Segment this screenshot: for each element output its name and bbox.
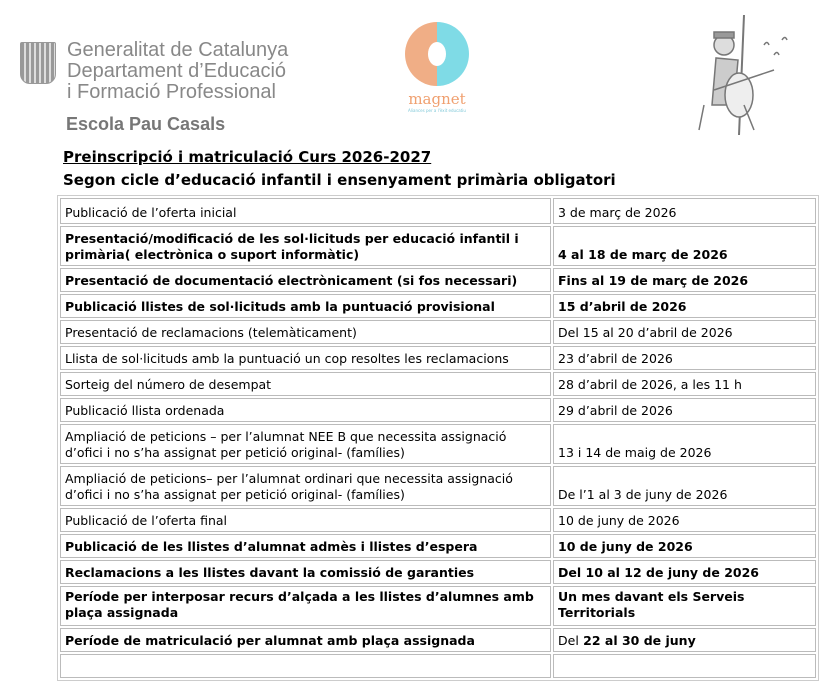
page-title: Preinscripció i matriculació Curs 2026-2027 — [63, 148, 432, 166]
table-row — [60, 268, 816, 292]
table-row — [60, 372, 816, 396]
calendar-table — [57, 195, 819, 681]
row-date-empty — [553, 654, 816, 678]
row-date: 28 d’abril de 2026, a les 11 h — [553, 372, 816, 396]
row-item: Publicació de l’oferta inicial — [60, 198, 551, 224]
row-item-empty — [60, 654, 551, 678]
row-date: 13 i 14 de maig de 2026 — [553, 424, 816, 464]
table-row — [60, 198, 816, 224]
table-row — [60, 320, 816, 344]
table-row — [60, 628, 816, 652]
magnet-subtitle: Aliances per a l'èxit educatiu — [408, 108, 466, 113]
row-item: Període de matriculació per alumnat amb plaça assignada — [60, 628, 551, 652]
table-row — [60, 346, 816, 370]
row-item: Període per interposar recurs d’alçada a les llistes d’alumnes amb plaça assignada — [60, 586, 551, 626]
row-item: Sorteig del número de desempat — [60, 372, 551, 396]
row-date: 4 al 18 de març de 2026 — [553, 226, 816, 266]
row-item: Presentació/modificació de les sol·licituds per educació infantil i primària( electrònica o suport informàtic) — [60, 226, 551, 266]
school-name: Escola Pau Casals — [66, 114, 226, 134]
row-item: Presentació de reclamacions (telemàticament) — [60, 320, 551, 344]
page-subtitle: Segon cicle d’educació infantil i ensenyament primària obligatori — [63, 171, 616, 189]
gov-line: i Formació Professional — [67, 81, 276, 103]
catalonia-shield-icon — [20, 42, 56, 84]
gov-line: Departament d’Educació — [67, 60, 287, 82]
table-row-empty — [60, 654, 816, 678]
row-date: 23 d’abril de 2026 — [553, 346, 816, 370]
row-item: Ampliació de peticions– per l’alumnat ordinari que necessita assignació d’ofici i no s’ha assignat per petició original- (famílies) — [60, 466, 551, 506]
table-row — [60, 226, 816, 266]
table-row — [60, 560, 816, 584]
row-date: 3 de març de 2026 — [553, 198, 816, 224]
row-date — [553, 628, 816, 652]
row-date: 29 d’abril de 2026 — [553, 398, 816, 422]
table-row — [60, 294, 816, 318]
row-date: 10 de juny de 2026 — [553, 508, 816, 532]
row-item: Presentació de documentació electrònicament (si fos necessari) — [60, 268, 551, 292]
row-date: Del 10 al 12 de juny de 2026 — [553, 560, 816, 584]
magnet-logo — [404, 22, 470, 113]
cellist-illustration-icon — [694, 10, 804, 140]
row-item: Llista de sol·licituds amb la puntuació un cop resoltes les reclamacions — [60, 346, 551, 370]
gov-line: Generalitat de Catalunya — [67, 39, 289, 61]
magnet-title: magnet — [408, 90, 466, 108]
row-date: Un mes davant els Serveis Territorials — [553, 586, 816, 626]
row-item: Reclamacions a les llistes davant la comissió de garanties — [60, 560, 551, 584]
row-date: 15 d’abril de 2026 — [553, 294, 816, 318]
magnet-ring-icon — [405, 22, 469, 86]
table-row — [60, 534, 816, 558]
date-prefix: Del — [558, 633, 579, 648]
table-row — [60, 586, 816, 626]
row-date: Fins al 19 de març de 2026 — [553, 268, 816, 292]
table-row — [60, 424, 816, 464]
generalitat-logo — [20, 40, 288, 103]
row-date: 10 de juny de 2026 — [553, 534, 816, 558]
row-date: De l’1 al 3 de juny de 2026 — [553, 466, 816, 506]
date-value: 22 al 30 de juny — [583, 633, 696, 648]
table-row — [60, 398, 816, 422]
table-row — [60, 466, 816, 506]
row-item: Publicació de les llistes d’alumnat admès i llistes d’espera — [60, 534, 551, 558]
table-row — [60, 508, 816, 532]
row-date: Del 15 al 20 d’abril de 2026 — [553, 320, 816, 344]
row-item: Publicació llistes de sol·licituds amb la puntuació provisional — [60, 294, 551, 318]
row-item: Publicació de l’oferta final — [60, 508, 551, 532]
row-item: Publicació llista ordenada — [60, 398, 551, 422]
row-item: Ampliació de peticions – per l’alumnat NEE B que necessita assignació d’ofici i no s’ha assignat per petició original- (famílies) — [60, 424, 551, 464]
